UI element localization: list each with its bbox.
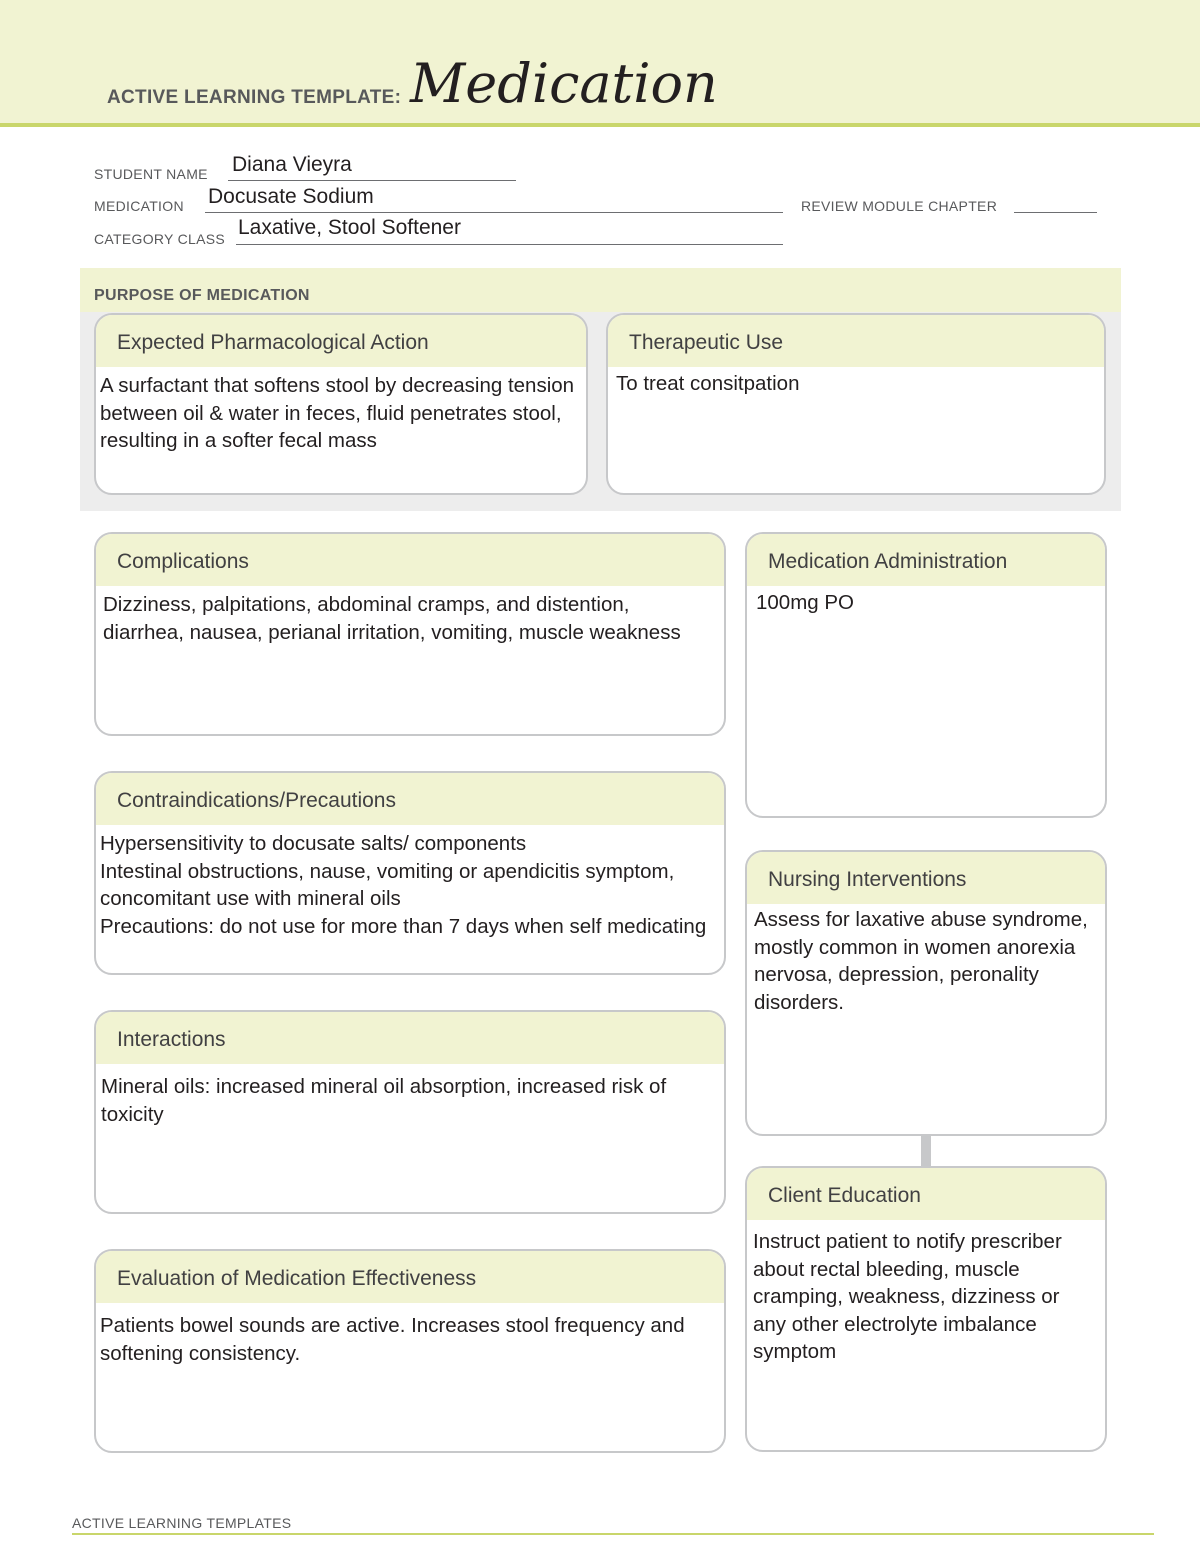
nursing-interventions-box	[745, 850, 1107, 1136]
template-label: ACTIVE LEARNING TEMPLATE:	[107, 87, 402, 108]
complications-box	[94, 532, 726, 736]
nursing-interventions-text[interactable]: Assess for laxative abuse syndrome, mostly common in women anorexia nervosa, depression, peronality disorders.	[754, 908, 1088, 1014]
expected-action-title: Expected Pharmacological Action	[96, 315, 586, 367]
evaluation-text[interactable]: Patients bowel sounds are active. Increases stool frequency and softening consistency.	[100, 1314, 685, 1365]
connector-line	[921, 1136, 931, 1166]
therapeutic-use-box	[606, 313, 1106, 495]
footer-rule	[72, 1533, 1154, 1535]
student-name-field[interactable]: Diana Vieyra	[232, 153, 352, 176]
therapeutic-use-title: Therapeutic Use	[608, 315, 1104, 367]
complications-title: Complications	[96, 534, 724, 586]
student-name-underline	[228, 180, 516, 181]
medication-administration-box	[745, 532, 1107, 818]
contraindications-line: Precautions: do not use for more than 7 days when self medicating	[100, 914, 707, 938]
client-education-box	[745, 1166, 1107, 1452]
complications-text[interactable]: Dizziness, palpitations, abdominal cramps, and distention, diarrhea, nausea, perianal irritation, vomiting, muscle weakness	[103, 593, 681, 644]
purpose-section-label: PURPOSE OF MEDICATION	[94, 287, 310, 304]
medication-administration-text[interactable]: 100mg PO	[756, 591, 854, 614]
interactions-title: Interactions	[96, 1012, 724, 1064]
header-rule	[0, 123, 1200, 127]
contraindications-title: Contraindications/Precautions	[96, 773, 724, 825]
category-class-field[interactable]: Laxative, Stool Softener	[238, 216, 461, 239]
template-title: Medication	[410, 52, 718, 115]
interactions-box	[94, 1010, 726, 1214]
review-module-label: REVIEW MODULE CHAPTER	[801, 198, 998, 214]
medication-field[interactable]: Docusate Sodium	[208, 185, 374, 208]
nursing-interventions-title: Nursing Interventions	[747, 852, 1105, 904]
medication-label: MEDICATION	[94, 198, 184, 214]
medication-underline	[205, 212, 783, 213]
client-education-text[interactable]: Instruct patient to notify prescriber about rectal bleeding, muscle cramping, weakness, dizziness or any other electrolyte imbalance symptom	[753, 1230, 1062, 1363]
expected-action-box	[94, 313, 588, 495]
therapeutic-use-text[interactable]: To treat consitpation	[616, 372, 800, 395]
evaluation-title: Evaluation of Medication Effectiveness	[96, 1251, 724, 1303]
contraindications-line: Hypersensitivity to docusate salts/ components	[100, 832, 527, 855]
contraindications-line: Intestinal obstructions, nause, vomiting or apendicitis symptom, concomitant use with mineral oils	[100, 859, 675, 910]
student-name-label: STUDENT NAME	[94, 166, 208, 182]
medication-administration-title: Medication Administration	[747, 534, 1105, 586]
footer-label: ACTIVE LEARNING TEMPLATES	[72, 1515, 292, 1531]
category-class-underline	[236, 244, 783, 245]
contraindications-text[interactable]	[96, 825, 724, 940]
review-module-underline	[1014, 212, 1097, 213]
expected-action-text[interactable]: A surfactant that softens stool by decreasing tension between oil & water in feces, fluid penetrates stool, resulting in a softer fecal mass	[100, 374, 575, 452]
interactions-text[interactable]: Mineral oils: increased mineral oil absorption, increased risk of toxicity	[101, 1075, 667, 1126]
evaluation-box	[94, 1249, 726, 1453]
client-education-title: Client Education	[747, 1168, 1105, 1220]
contraindications-box	[94, 771, 726, 975]
category-class-label: CATEGORY CLASS	[94, 231, 226, 247]
